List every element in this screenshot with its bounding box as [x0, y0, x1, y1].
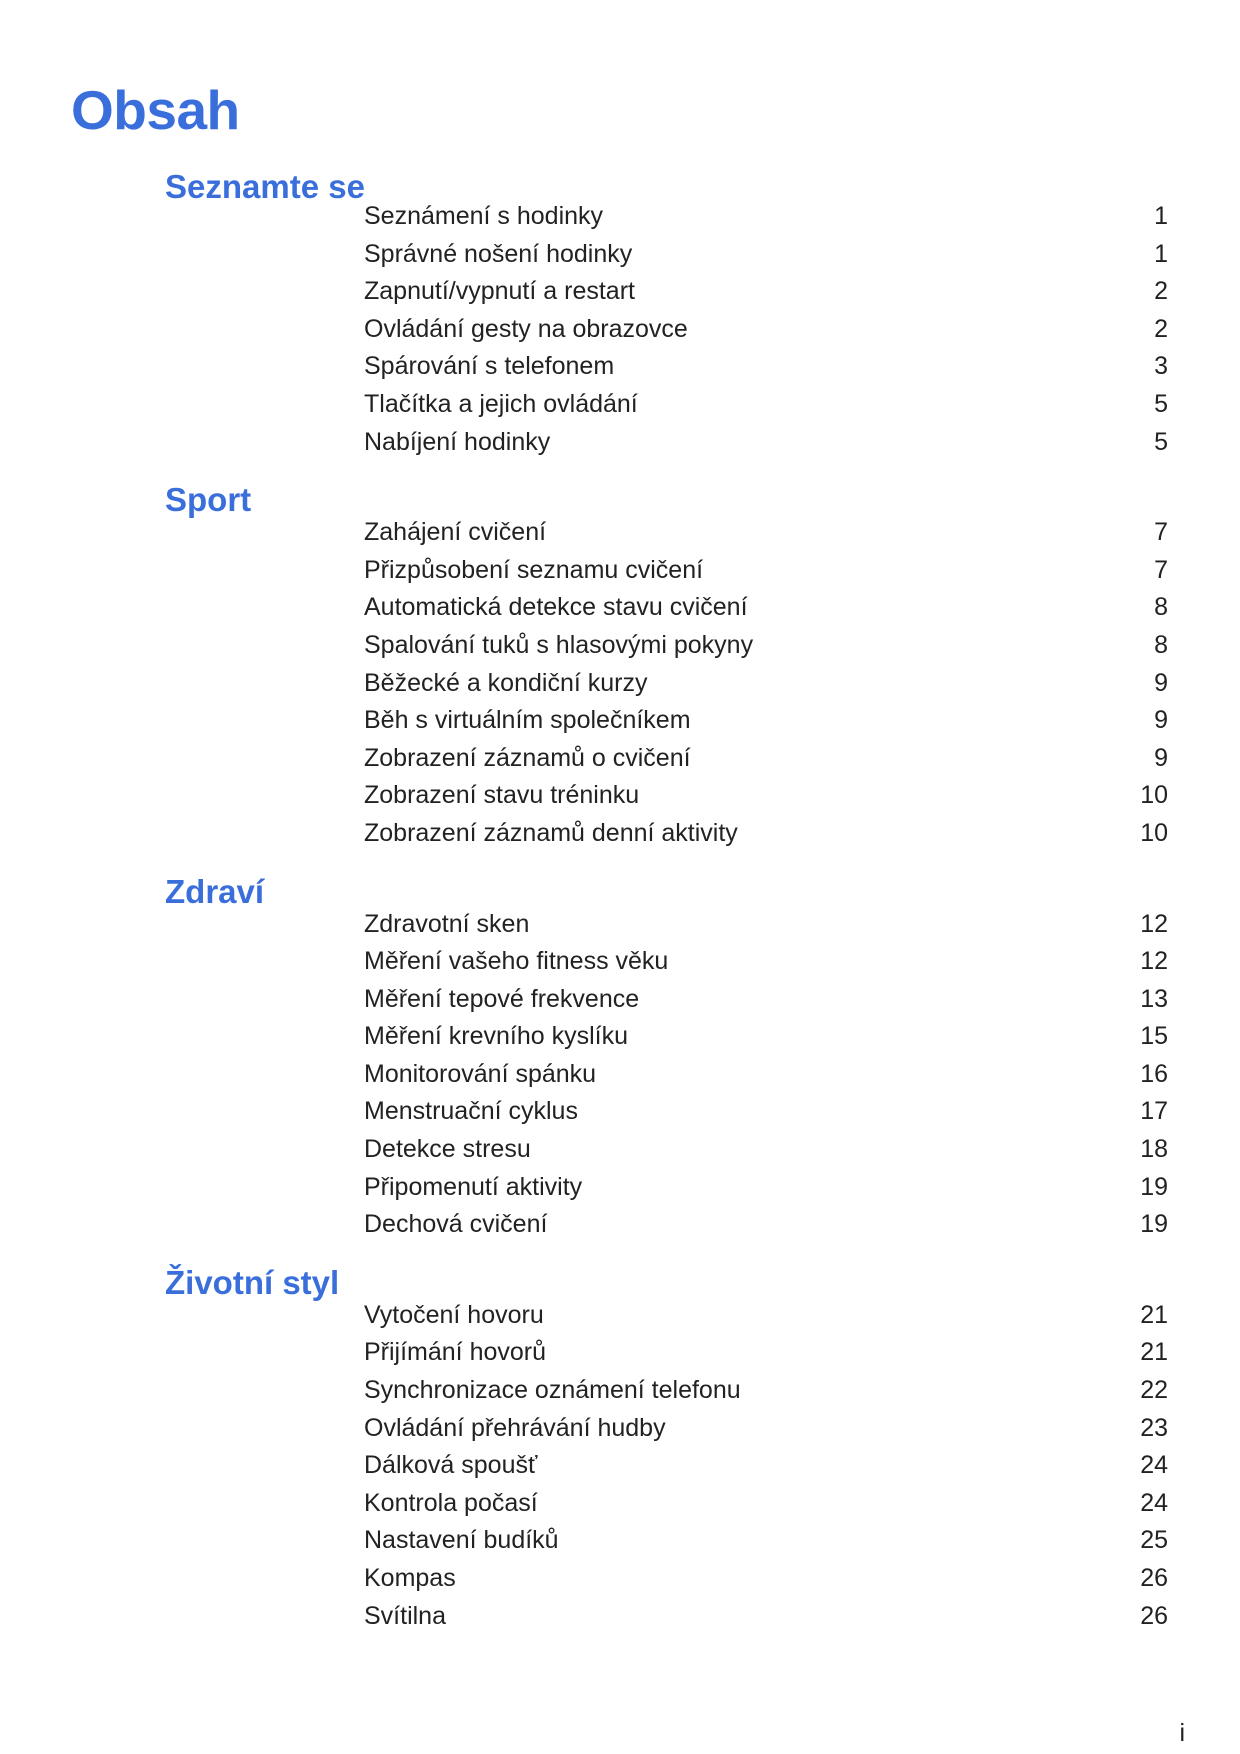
- toc-entry-page: 16: [1140, 1059, 1168, 1088]
- toc-entry-page: 7: [1154, 518, 1168, 547]
- toc-entry-label: Tlačítka a jejich ovládání: [364, 389, 638, 418]
- toc-entry-label: Automatická detekce stavu cvičení: [364, 593, 748, 622]
- toc-entry[interactable]: [0, 1447, 1240, 1485]
- toc-entry-label: Monitorování spánku: [364, 1059, 597, 1088]
- page-number: i: [1179, 1719, 1185, 1747]
- section-title: Seznamte se: [165, 168, 365, 205]
- toc-entry-label: Zobrazení záznamů o cvičení: [364, 743, 691, 772]
- section-title: Sport: [165, 481, 252, 519]
- toc-entry[interactable]: [0, 348, 1240, 386]
- toc-entry-label: Vytočení hovoru: [364, 1300, 544, 1329]
- toc-entry[interactable]: [0, 777, 1240, 815]
- toc-entry[interactable]: [0, 1131, 1240, 1169]
- toc-entry-page: 26: [1140, 1601, 1168, 1630]
- toc-entry-label: Spalování tuků s hlasovými pokyny: [364, 630, 754, 659]
- toc-entry-page: 2: [1154, 314, 1168, 343]
- toc-entry-page: 17: [1140, 1097, 1168, 1126]
- toc-entry-page: 15: [1140, 1022, 1168, 1051]
- toc-entry-page: 9: [1154, 706, 1168, 735]
- toc-section-sport: [0, 471, 1240, 852]
- toc-entry-list: [0, 514, 1240, 852]
- toc-entry[interactable]: [0, 740, 1240, 778]
- toc-entry-label: Zahájení cvičení: [364, 518, 547, 547]
- toc-entry-label: Synchronizace oznámení telefonu: [364, 1376, 741, 1405]
- toc-section-zivotni-styl: [0, 1254, 1240, 1635]
- toc-entry[interactable]: [0, 198, 1240, 236]
- toc-entry[interactable]: [0, 1410, 1240, 1448]
- toc-entry[interactable]: [0, 1560, 1240, 1598]
- toc-entry-label: Běh s virtuálním společníkem: [364, 706, 691, 735]
- page-title: Obsah: [71, 79, 240, 141]
- toc-entry[interactable]: [0, 1169, 1240, 1207]
- toc-entry-label: Dálková spoušť: [364, 1451, 538, 1480]
- toc-entry-page: 25: [1140, 1526, 1168, 1555]
- toc-entry[interactable]: [0, 236, 1240, 274]
- toc-entry-page: 3: [1154, 352, 1168, 381]
- toc-section-zdravi: [0, 863, 1240, 1244]
- toc-entry-page: 22: [1140, 1376, 1168, 1405]
- toc-entry[interactable]: [0, 514, 1240, 552]
- toc-entry-page: 19: [1140, 1210, 1168, 1239]
- toc-entry-label: Zobrazení stavu tréninku: [364, 781, 640, 810]
- toc-entry-label: Zdravotní sken: [364, 909, 530, 938]
- toc-entry-label: Přijímání hovorů: [364, 1338, 547, 1367]
- toc-entry-label: Připomenutí aktivity: [364, 1172, 583, 1201]
- toc-entry-page: 26: [1140, 1564, 1168, 1592]
- toc-entry-page: 18: [1140, 1135, 1168, 1164]
- toc-entry[interactable]: [0, 1598, 1240, 1636]
- toc-entry-label: Nastavení budíků: [364, 1526, 559, 1555]
- toc-entry-label: Měření krevního kyslíku: [364, 1022, 628, 1051]
- toc-entry-page: 21: [1140, 1300, 1168, 1329]
- toc-entry-page: 23: [1140, 1413, 1168, 1442]
- toc-entry-label: Zobrazení záznamů denní aktivity: [364, 818, 738, 847]
- toc-entry[interactable]: [0, 702, 1240, 740]
- toc-entry-page: 10: [1140, 781, 1168, 810]
- toc-entry[interactable]: [0, 981, 1240, 1019]
- table-of-contents: [0, 158, 1240, 1635]
- toc-entry-label: Kompas: [364, 1564, 456, 1592]
- toc-entry-page: 7: [1154, 555, 1168, 584]
- toc-entry-label: Detekce stresu: [364, 1135, 531, 1164]
- toc-entry-page: 9: [1154, 743, 1168, 772]
- toc-entry-page: 5: [1154, 427, 1168, 456]
- toc-entry[interactable]: [0, 665, 1240, 703]
- toc-entry-label: Kontrola počasí: [364, 1488, 538, 1517]
- toc-entry-label: Dechová cvičení: [364, 1210, 548, 1239]
- toc-entry-label: Ovládání gesty na obrazovce: [364, 314, 688, 343]
- toc-entry-page: 1: [1154, 239, 1168, 268]
- toc-entry-page: 10: [1140, 818, 1168, 847]
- toc-entry-page: 12: [1140, 909, 1168, 938]
- toc-entry[interactable]: [0, 943, 1240, 981]
- toc-entry[interactable]: [0, 589, 1240, 627]
- toc-entry[interactable]: [0, 627, 1240, 665]
- toc-entry-list: [0, 1297, 1240, 1635]
- toc-entry-label: Svítilna: [364, 1601, 446, 1630]
- toc-entry-page: 1: [1154, 202, 1168, 230]
- section-title: Životní styl: [165, 1263, 340, 1301]
- toc-entry[interactable]: [0, 273, 1240, 311]
- toc-entry-page: 8: [1154, 630, 1168, 659]
- toc-entry-page: 19: [1140, 1172, 1168, 1201]
- toc-entry[interactable]: [0, 906, 1240, 944]
- toc-entry-page: 9: [1154, 668, 1168, 697]
- toc-entry[interactable]: [0, 1485, 1240, 1523]
- toc-entry-label: Spárování s telefonem: [364, 352, 615, 381]
- toc-entry[interactable]: [0, 1334, 1240, 1372]
- toc-entry-page: 5: [1154, 389, 1168, 418]
- toc-entry-page: 8: [1154, 593, 1168, 622]
- toc-entry-label: Běžecké a kondiční kurzy: [364, 668, 648, 697]
- toc-entry[interactable]: [0, 1522, 1240, 1560]
- toc-entry-label: Ovládání přehrávání hudby: [364, 1413, 666, 1442]
- toc-entry-label: Zapnutí/vypnutí a restart: [364, 277, 635, 306]
- toc-entry-list: [0, 906, 1240, 1244]
- toc-entry[interactable]: [0, 1297, 1240, 1335]
- toc-section-seznamte-se: [0, 158, 1240, 461]
- toc-entry-label: Menstruační cyklus: [364, 1097, 578, 1126]
- toc-entry-label: Měření tepové frekvence: [364, 984, 640, 1013]
- toc-entry[interactable]: [0, 1018, 1240, 1056]
- toc-entry-list: [0, 198, 1240, 461]
- toc-entry[interactable]: [0, 552, 1240, 590]
- toc-entry-label: Seznámení s hodinky: [364, 202, 604, 230]
- toc-entry[interactable]: [0, 1206, 1240, 1244]
- toc-entry-page: 13: [1140, 984, 1168, 1013]
- toc-entry[interactable]: [0, 311, 1240, 349]
- toc-entry[interactable]: [0, 386, 1240, 424]
- toc-entry[interactable]: [0, 1093, 1240, 1131]
- toc-entry-page: 24: [1140, 1488, 1168, 1517]
- section-title: Zdraví: [165, 872, 265, 910]
- toc-entry-page: 24: [1140, 1451, 1168, 1480]
- toc-entry[interactable]: [0, 424, 1240, 462]
- toc-entry[interactable]: [0, 1372, 1240, 1410]
- toc-entry[interactable]: [0, 1056, 1240, 1094]
- toc-entry-label: Nabíjení hodinky: [364, 427, 551, 456]
- toc-entry-label: Měření vašeho fitness věku: [364, 947, 669, 976]
- toc-entry-label: Přizpůsobení seznamu cvičení: [364, 555, 704, 584]
- toc-entry-label: Správné nošení hodinky: [364, 239, 633, 268]
- toc-entry-page: 12: [1140, 947, 1168, 976]
- toc-entry-page: 21: [1140, 1338, 1168, 1367]
- toc-entry[interactable]: [0, 815, 1240, 853]
- toc-entry-page: 2: [1154, 277, 1168, 306]
